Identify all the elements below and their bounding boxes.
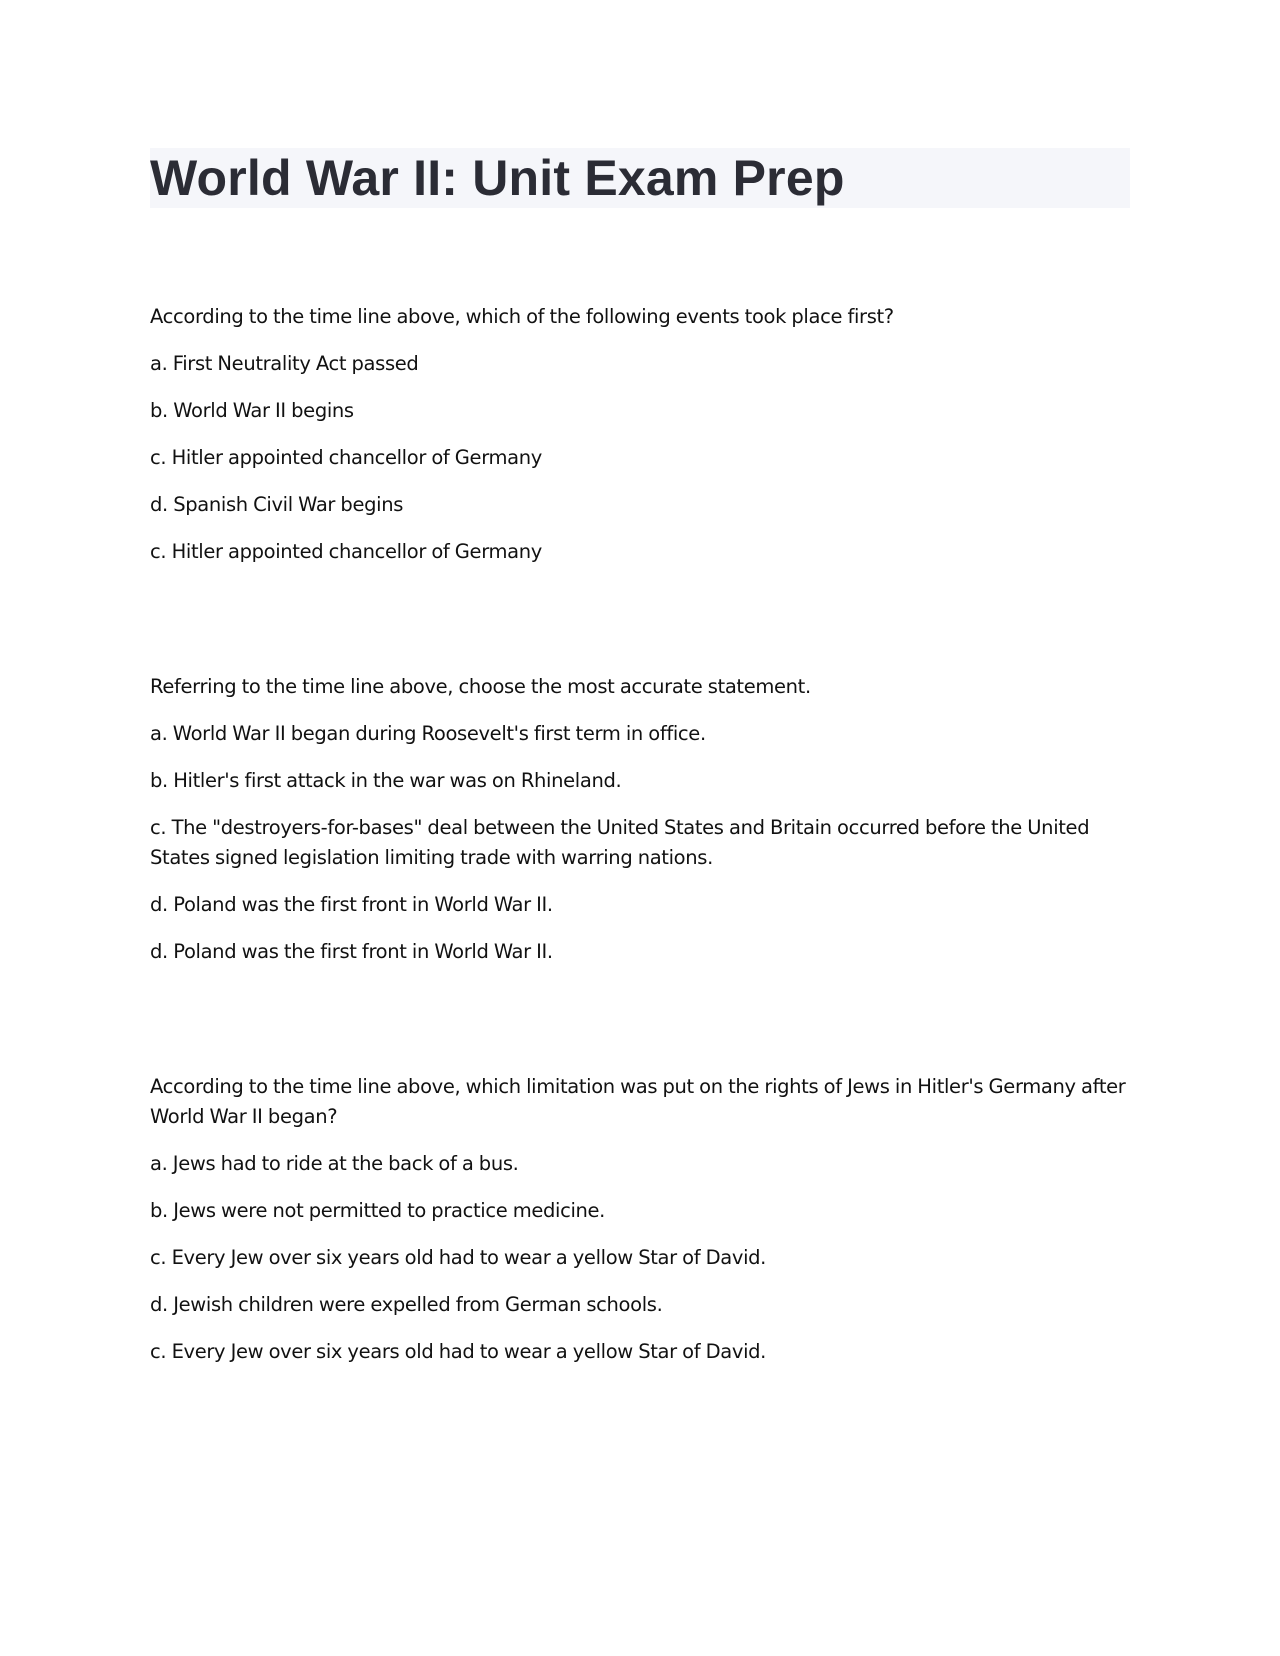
answer-option-a: a. Jews had to ride at the back of a bus. (150, 1152, 519, 1175)
answer-option-b: b. World War II begins (150, 399, 354, 422)
answer-option-d: d. Spanish Civil War begins (150, 493, 404, 516)
correct-answer: d. Poland was the first front in World War II. (150, 940, 553, 963)
correct-answer: c. Hitler appointed chancellor of Germany (150, 540, 542, 563)
answer-option-a: a. First Neutrality Act passed (150, 352, 419, 375)
answer-option-c: c. The "destroyers-for-bases" deal between the United States and Britain occurred before the United States signed legislation limiting trade with warring nations. (150, 816, 1090, 869)
answer-option-c: c. Hitler appointed chancellor of Germany (150, 446, 542, 469)
answer-option-a: a. World War II began during Roosevelt's first term in office. (150, 722, 706, 745)
correct-answer: c. Every Jew over six years old had to wear a yellow Star of David. (150, 1340, 767, 1363)
document-page (150, 148, 1130, 1367)
answer-option-b: b. Jews were not permitted to practice medicine. (150, 1199, 606, 1222)
answer-option-b: b. Hitler's first attack in the war was on Rhineland. (150, 769, 622, 792)
answer-option-d: d. Poland was the first front in World War II. (150, 893, 553, 916)
question-prompt: According to the time line above, which of the following events took place first? (150, 305, 894, 328)
question-prompt: According to the time line above, which limitation was put on the rights of Jews in Hitler's Germany after World War II began? (150, 1075, 1126, 1128)
question-block-1 (150, 302, 1130, 567)
page-title: World War II: Unit Exam Prep (150, 150, 845, 206)
answer-option-c: c. Every Jew over six years old had to wear a yellow Star of David. (150, 1246, 767, 1269)
title-band (150, 148, 1130, 208)
question-block-3 (150, 1072, 1130, 1367)
question-block-2 (150, 672, 1130, 967)
answer-option-d: d. Jewish children were expelled from German schools. (150, 1293, 663, 1316)
question-prompt: Referring to the time line above, choose the most accurate statement. (150, 675, 811, 698)
